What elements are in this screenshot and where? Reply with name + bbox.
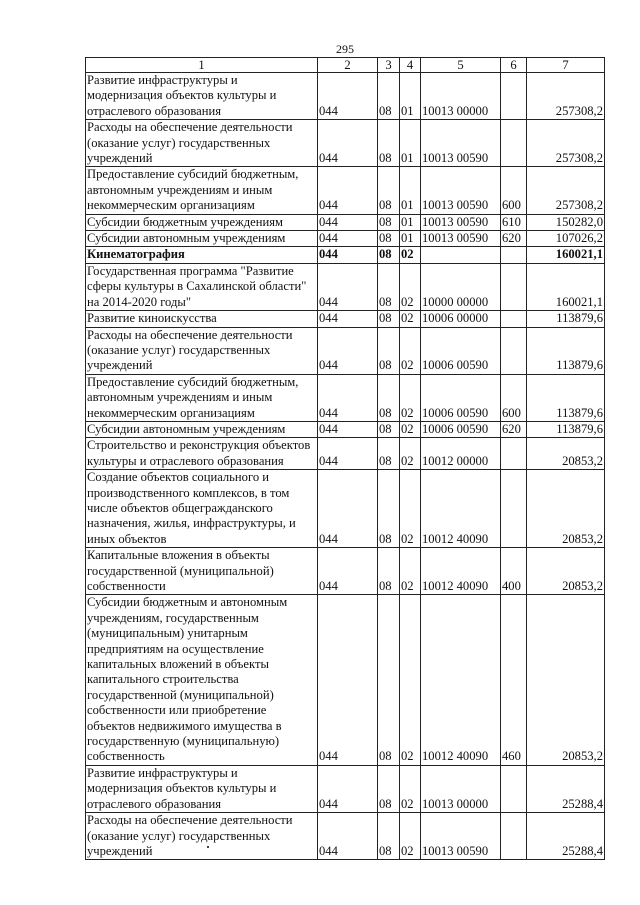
row-name-line: (муниципальным) унитарным [87,626,248,641]
row-name-line: объектов недвижимого имущества в [87,718,282,733]
section-cell: 08 [378,214,400,230]
row-name-line: учреждений [87,358,153,373]
section-cell: 08 [378,813,400,860]
target-article-cell: 10013 00000 [421,73,501,120]
row-name-line: числе объектов общегражданского [87,500,273,515]
subsection-cell: 02 [400,438,421,470]
amount-cell: 257308,2 [527,73,605,120]
expense-type-cell: 400 [501,548,527,595]
section-cell: 08 [378,421,400,437]
expense-type-cell [501,327,527,374]
amount-cell: 160021,1 [527,263,605,310]
column-header-6: 6 [501,58,527,73]
subsection-cell: 01 [400,120,421,167]
subsection-cell: 02 [400,327,421,374]
row-name [86,548,318,595]
table-row [86,263,605,310]
row-name-line: культуры и отраслевого образования [87,453,284,468]
expense-type-cell [501,311,527,327]
row-name [86,263,318,310]
amount-cell: 20853,2 [527,470,605,548]
amount-cell: 150282,0 [527,214,605,230]
row-name-line: государственную (муниципальную) [87,734,280,749]
section-cell: 08 [378,247,400,263]
amount-cell: 20853,2 [527,438,605,470]
code-ved-cell: 044 [318,247,378,263]
section-cell: 08 [378,263,400,310]
row-name-line: собственности или приобретение [87,703,267,718]
amount-cell: 113879,6 [527,327,605,374]
column-header-1: 1 [86,58,318,73]
budget-table [85,57,605,860]
row-name [86,311,318,327]
row-name [86,327,318,374]
code-ved-cell: 044 [318,438,378,470]
section-cell: 08 [378,231,400,247]
subsection-cell: 02 [400,470,421,548]
table-row [86,374,605,421]
subsection-cell: 01 [400,214,421,230]
table-row [86,214,605,230]
target-article-cell: 10013 00590 [421,214,501,230]
amount-cell: 257308,2 [527,167,605,214]
amount-cell: 25288,4 [527,765,605,812]
row-name-line: Развитие киноискусства [87,311,217,326]
row-name [86,247,318,263]
subsection-cell: 02 [400,813,421,860]
row-name [86,73,318,120]
table-row [86,311,605,327]
target-article-cell: 10006 00590 [421,374,501,421]
row-name-line: капитального строительства [87,672,239,687]
column-header-5: 5 [421,58,501,73]
expense-type-cell: 620 [501,231,527,247]
target-article-cell: 10013 00590 [421,120,501,167]
code-ved-cell: 044 [318,374,378,421]
expense-type-cell [501,813,527,860]
subsection-cell: 02 [400,421,421,437]
row-name-line: Предоставление субсидий бюджетным, [87,374,299,389]
row-name-line: предприятиям на осуществление [87,641,264,656]
row-name [86,120,318,167]
subsection-cell: 02 [400,374,421,421]
row-name [86,374,318,421]
table-row [86,73,605,120]
row-name-line: Государственная программа "Развитие [87,263,294,278]
row-name-line: модернизация объектов культуры и [87,88,277,103]
table-row [86,548,605,595]
amount-cell: 20853,2 [527,548,605,595]
section-cell: 08 [378,311,400,327]
row-name-line: Субсидии автономным учреждениям [87,421,286,436]
amount-cell: 257308,2 [527,120,605,167]
row-name-line: Субсидии автономным учреждениям [87,231,286,246]
code-ved-cell: 044 [318,120,378,167]
target-article-cell: 10006 00590 [421,327,501,374]
row-name-line: отраслевого образования [87,796,222,811]
row-name-line: некоммерческим организациям [87,198,255,213]
row-name [86,765,318,812]
row-name-line: (оказание услуг) государственных [87,828,271,843]
row-name-line: иных объектов [87,531,167,546]
column-header-7: 7 [527,58,605,73]
code-ved-cell: 044 [318,167,378,214]
expense-type-cell [501,263,527,310]
section-cell: 08 [378,595,400,765]
target-article-cell: 10012 40090 [421,595,501,765]
target-article-cell: 10012 40090 [421,470,501,548]
row-name-line: сферы культуры в Сахалинской области" [87,279,307,294]
code-ved-cell: 044 [318,421,378,437]
row-name-line: (оказание услуг) государственных [87,135,271,150]
code-ved-cell: 044 [318,595,378,765]
code-ved-cell: 044 [318,263,378,310]
column-header-4: 4 [400,58,421,73]
row-name-line: (оказание услуг) государственных [87,342,271,357]
row-name-line: Строительство и реконструкция объектов [87,438,311,453]
amount-cell: 20853,2 [527,595,605,765]
row-name-line: Кинематография [87,247,185,262]
row-name-line: собственности [87,579,166,593]
subsection-cell: 02 [400,263,421,310]
subsection-cell: 02 [400,311,421,327]
amount-cell: 113879,6 [527,421,605,437]
expense-type-cell: 460 [501,595,527,765]
row-name-line: государственной (муниципальной) [87,563,274,578]
expense-type-cell: 600 [501,374,527,421]
code-ved-cell: 044 [318,311,378,327]
table-row [86,813,605,860]
row-name-line: модернизация объектов культуры и [87,781,277,796]
row-name-line: Субсидии бюджетным и автономным [87,595,288,610]
row-name-line: автономным учреждениям и иным [87,182,273,197]
expense-type-cell [501,247,527,263]
row-name [86,438,318,470]
table-row [86,765,605,812]
page-number: 295 [336,42,354,56]
target-article-cell: 10013 00590 [421,813,501,860]
table-row [86,438,605,470]
target-article-cell: 10006 00590 [421,421,501,437]
row-name-line: Расходы на обеспечение деятельности [87,327,293,342]
row-name-line: Предоставление субсидий бюджетным, [87,167,299,182]
row-name [86,214,318,230]
code-ved-cell: 044 [318,765,378,812]
row-name [86,595,318,765]
expense-type-cell: 620 [501,421,527,437]
section-cell: 08 [378,438,400,470]
row-name-line: Создание объектов социального и [87,470,270,485]
row-name-line: на 2014-2020 годы" [87,294,191,309]
section-cell: 08 [378,765,400,812]
row-name-line: Развитие инфраструктуры и [87,765,238,780]
amount-cell: 113879,6 [527,374,605,421]
row-name-line: производственного комплексов, в том [87,485,290,500]
row-name-line: капитальных вложений в объекты [87,657,269,672]
row-name [86,470,318,548]
section-cell: 08 [378,120,400,167]
amount-cell: 107026,2 [527,231,605,247]
code-ved-cell: 044 [318,214,378,230]
row-name-line: учреждений [87,151,153,166]
section-cell: 08 [378,470,400,548]
column-header-2: 2 [318,58,378,73]
row-name-line: государственной (муниципальной) [87,687,274,702]
subsection-cell: 02 [400,765,421,812]
target-article-cell: 10013 00590 [421,231,501,247]
code-ved-cell: 044 [318,548,378,595]
table-row [86,421,605,437]
amount-cell: 160021,1 [527,247,605,263]
expense-type-cell [501,73,527,120]
row-name [86,167,318,214]
expense-type-cell: 600 [501,167,527,214]
section-cell: 08 [378,548,400,595]
subsection-cell: 01 [400,231,421,247]
row-name-line: Расходы на обеспечение деятельности [87,813,293,828]
table-row [86,595,605,765]
expense-type-cell: 610 [501,214,527,230]
row-name-line: собственность [87,749,165,764]
code-ved-cell: 044 [318,231,378,247]
expense-type-cell [501,120,527,167]
target-article-cell: 10013 00000 [421,765,501,812]
row-name-line: отраслевого образования [87,103,222,118]
header-row [86,58,605,73]
code-ved-cell: 044 [318,813,378,860]
section-cell: 08 [378,167,400,214]
table-row [86,327,605,374]
target-article-cell: 10012 40090 [421,548,501,595]
row-name [86,231,318,247]
table-row [86,167,605,214]
row-name [86,813,318,860]
subsection-cell: 01 [400,167,421,214]
table-row [86,470,605,548]
subsection-cell: 01 [400,73,421,120]
row-name-line: Расходы на обеспечение деятельности [87,120,293,135]
section-cell: 08 [378,327,400,374]
target-article-cell: 10012 00000 [421,438,501,470]
expense-type-cell [501,765,527,812]
row-name-line: автономным учреждениям и иным [87,390,273,405]
section-cell: 08 [378,73,400,120]
code-ved-cell: 044 [318,470,378,548]
subsection-cell: 02 [400,548,421,595]
amount-cell: 113879,6 [527,311,605,327]
row-name-line: Субсидии бюджетным учреждениям [87,214,283,229]
row-name [86,421,318,437]
row-name-line: некоммерческим организациям [87,405,255,420]
subsection-cell: 02 [400,247,421,263]
code-ved-cell: 044 [318,327,378,374]
table-row [86,231,605,247]
target-article-cell: 10013 00590 [421,167,501,214]
table-row [86,247,605,263]
target-article-cell: 10000 00000 [421,263,501,310]
amount-cell: 25288,4 [527,813,605,860]
row-name-line: Развитие инфраструктуры и [87,73,238,87]
target-article-cell: 10006 00000 [421,311,501,327]
expense-type-cell [501,438,527,470]
code-ved-cell: 044 [318,73,378,120]
row-name-line: Капитальные вложения в объекты [87,548,270,563]
section-cell: 08 [378,374,400,421]
expense-type-cell [501,470,527,548]
row-name-line: учреждениям, государственным [87,610,259,625]
scan-speck [207,846,209,848]
table-row [86,120,605,167]
subsection-cell: 02 [400,595,421,765]
target-article-cell [421,247,501,263]
row-name-line: назначения, жилья, инфраструктуры, и [87,516,296,531]
row-name-line: учреждений [87,843,153,858]
column-header-3: 3 [378,58,400,73]
